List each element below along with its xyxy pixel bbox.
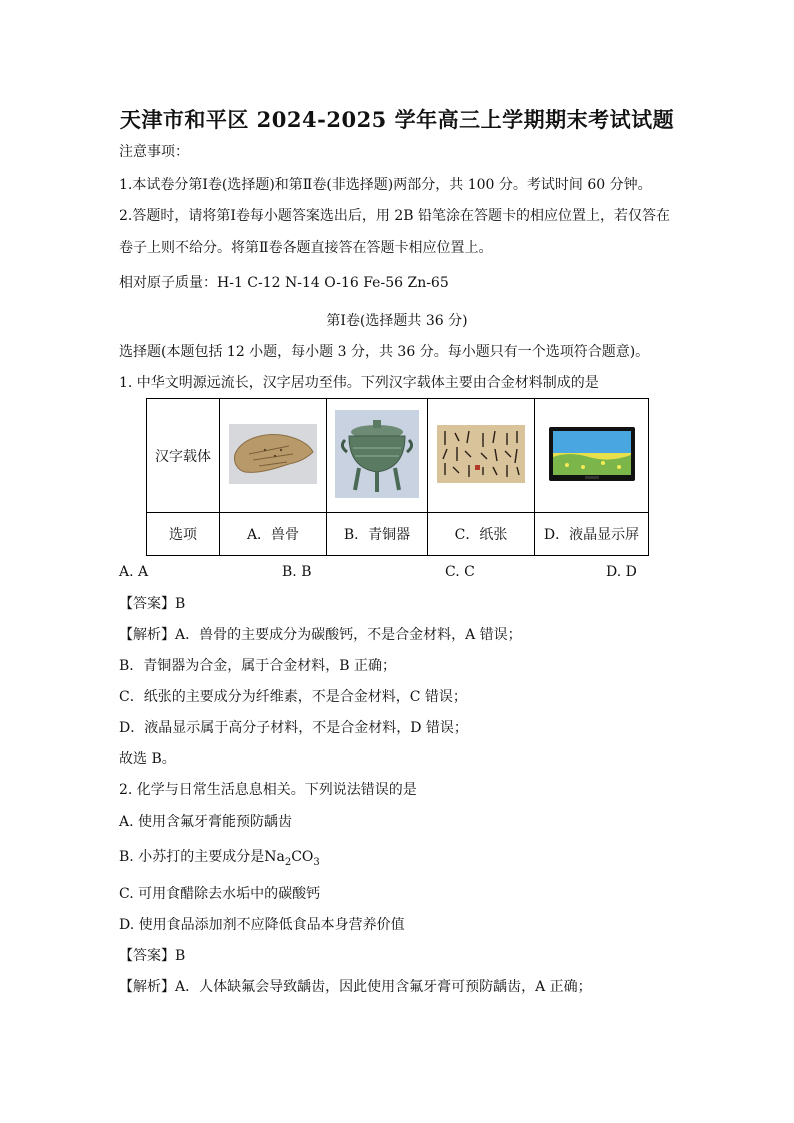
question-1-conclusion: 故选 B。 — [119, 751, 176, 767]
question-2-analysis-line: 【解析】A．人体缺氟会导致龋齿，因此使用含氟牙膏可预防龋齿，A 正确； — [119, 979, 592, 995]
table-option-b: B．青铜器 — [327, 513, 428, 556]
question-1-stem: 1. 中华文明源远流长，汉字居功至伟。下列汉字载体主要由合金材料制成的是 — [119, 375, 599, 391]
question-2-option-b — [119, 847, 320, 873]
option-b-text: B. 小苏打的主要成分是 — [119, 849, 265, 865]
section-heading: 第Ⅰ卷(选择题共 36 分) — [326, 313, 468, 329]
choice-d: D. D — [606, 564, 637, 580]
formula-co: CO — [291, 849, 314, 865]
carrier-table — [146, 398, 649, 556]
lcd-screen-image — [549, 427, 635, 481]
question-1-analysis-line: 【解析】A．兽骨的主要成分为碳酸钙，不是合金材料，A 错误； — [119, 627, 522, 643]
calligraphy-paper-image — [437, 425, 525, 483]
question-2-option-c: C. 可用食醋除去水垢中的碳酸钙 — [119, 886, 321, 902]
question-1-analysis-line: C．纸张的主要成分为纤维素，不是合金材料，C 错误； — [119, 689, 467, 705]
question-2-option-a: A. 使用含氟牙膏能预防龋齿 — [119, 814, 293, 830]
atomic-mass-line: 相对原子质量：H-1 C-12 N-14 O-16 Fe-56 Zn-65 — [119, 275, 449, 291]
choice-a: A. A — [119, 564, 149, 580]
notice-heading: 注意事项： — [119, 144, 189, 160]
page-title: 天津市和平区 2024-2025 学年高三上学期期末考试试题 — [119, 107, 675, 132]
paper-image-cell — [428, 399, 535, 513]
option-row-label: 选项 — [147, 513, 220, 556]
bone-image — [229, 424, 317, 484]
table-option-c: C．纸张 — [428, 513, 535, 556]
question-2-option-d: D. 使用食品添加剂不应降低食品本身营养价值 — [119, 917, 405, 933]
question-1-analysis-line: D．液晶显示属于高分子材料，不是合金材料，D 错误； — [119, 720, 468, 736]
formula-sub-3: 3 — [313, 856, 320, 868]
formula-na: Na — [264, 849, 285, 865]
section-instructions: 选择题(本题包括 12 小题，每小题 3 分，共 36 分。每小题只有一个选项符合题意)。 — [119, 344, 650, 360]
bronze-image-cell — [327, 399, 428, 513]
formula-sub-2: 2 — [284, 856, 292, 868]
choice-b: B. B — [282, 564, 312, 580]
notice-item-2-line-2: 卷子上则不给分。将第Ⅱ卷各题直接答在答题卡相应位置上。 — [119, 240, 493, 256]
bronze-vessel-image — [335, 410, 419, 498]
question-1-answer: 【答案】B — [119, 596, 186, 612]
bone-image-cell — [220, 399, 327, 513]
table-option-a: A．兽骨 — [220, 513, 327, 556]
choice-c: C. C — [445, 564, 475, 580]
notice-item-1: 1.本试卷分第Ⅰ卷(选择题)和第Ⅱ卷(非选择题)两部分，共 100 分。考试时间 60 分钟。 — [119, 177, 652, 193]
carrier-row-label: 汉字载体 — [147, 399, 220, 513]
notice-item-2-line-1: 2.答题时，请将第Ⅰ卷每小题答案选出后，用 2B 铅笔涂在答题卡的相应位置上，若仅答在 — [119, 208, 670, 224]
question-2-stem: 2. 化学与日常生活息息相关。下列说法错误的是 — [119, 782, 417, 798]
question-1-analysis-line: B．青铜器为合金，属于合金材料，B 正确； — [119, 658, 397, 674]
table-option-d: D．液晶显示屏 — [535, 513, 649, 556]
question-2-answer: 【答案】B — [119, 948, 186, 964]
lcd-image-cell — [535, 399, 649, 513]
